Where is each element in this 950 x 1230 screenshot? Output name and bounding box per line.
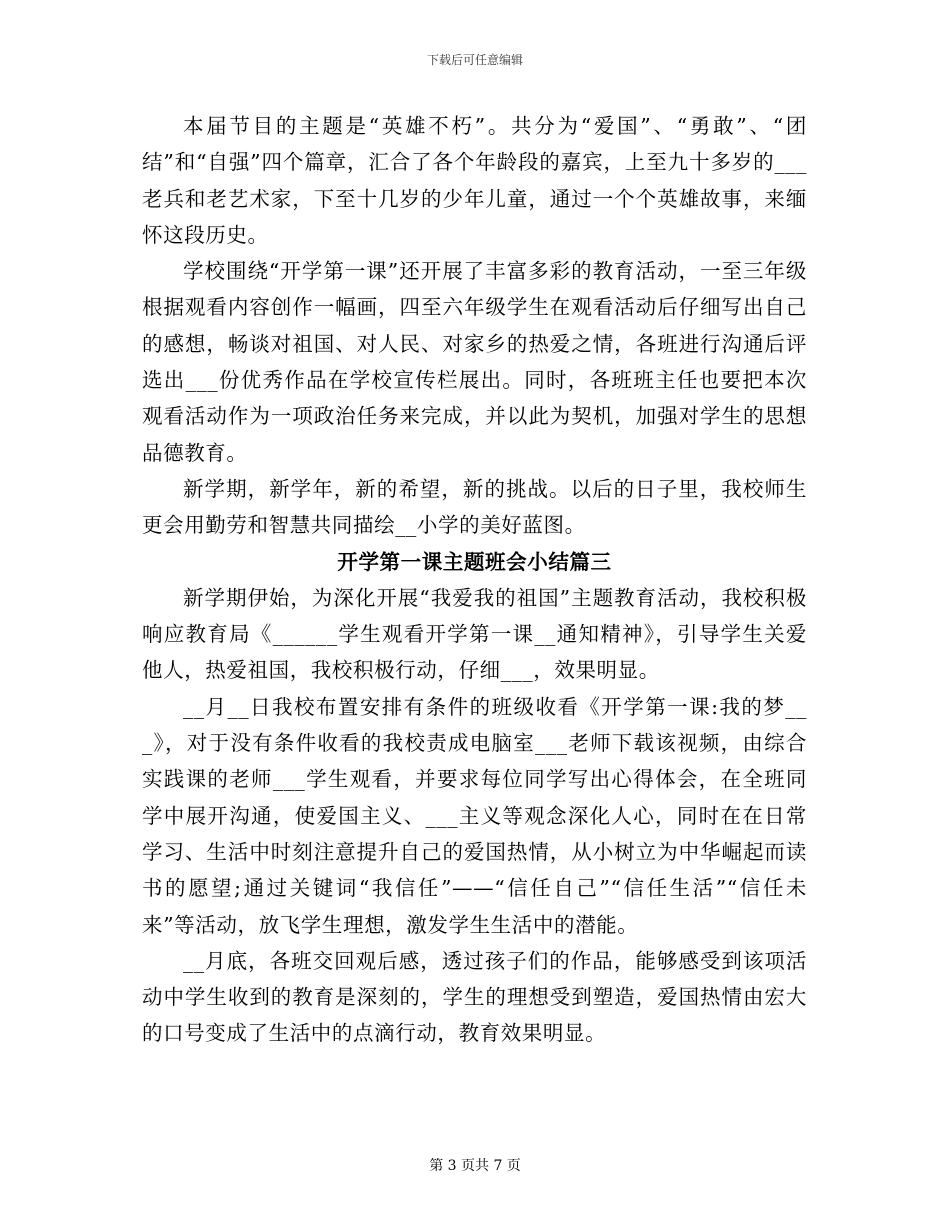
paragraph: 本届节目的主题是“英雄不朽”。共分为“爱国”、“勇敢”、“团结”和“自强”四个篇章，汇合了各个年龄段的嘉宾，上至九十多岁的___老兵和老艺术家，下至十几岁的少年儿童，通过一个个英雄故事，来缅怀这段历史。 [142,114,807,247]
paragraph: 新学期，新学年，新的希望，新的挑战。以后的日子里，我校师生更会用勤劳和智慧共同描绘__小学的美好蓝图。 [142,476,807,538]
paragraph: 学校围绕“开学第一课”还开展了丰富多彩的教育活动，一至三年级根据观看内容创作一幅画，四至六年级学生在观看活动后仔细写出自己的感想，畅谈对祖国、对人民、对家乡的热爱之情，各班进行沟通后评选出___份优秀作品在学校宣传栏展出。同时，各班班主任也要把本次观看活动作为一项政治任务来完成，并以此为契机，加强对学生的思想品德教育。 [142,259,807,465]
page-header: 下载后可任意编辑 [426,53,523,67]
paragraph: 新学期伊始，为深化开展“我爱我的祖国”主题教育活动，我校积极响应教育局《______学生观看开学第一课__通知精神》，引导学生关爱他人，热爱祖国，我校积极行动，仔细___，效果明显。 [142,585,807,683]
page-footer: 第 3 页共 7 页 [429,1158,521,1174]
section-title: 开学第一课主题班会小结篇三 [337,549,612,574]
paragraph: __月底，各班交回观后感，透过孩子们的作品，能够感受到该项活动中学生收到的教育是深刻的，学生的理想受到塑造，爱国热情由宏大的口号变成了生活中的点滴行动，教育效果明显。 [142,948,807,1046]
paragraph: __月__日我校布置安排有条件的班级收看《开学第一课:我的梦___》，对于没有条件收看的我校责成电脑室___老师下载该视频，由综合实践课的老师___学生观看，并要求每位同学写出心得体会，在全班同学中展开沟通，使爱国主义、___主义等观念深化人心，同时在在日常学习、生活中时刻注意提升自己的爱国热情，从小树立为中华崛起而读书的愿望;通过关键词“我信任”——“信任自己”“信任生活”“信任未来”等活动，放飞学生理想，激发学生生活中的潜能。 [142,694,807,937]
document-body [142,108,807,1052]
